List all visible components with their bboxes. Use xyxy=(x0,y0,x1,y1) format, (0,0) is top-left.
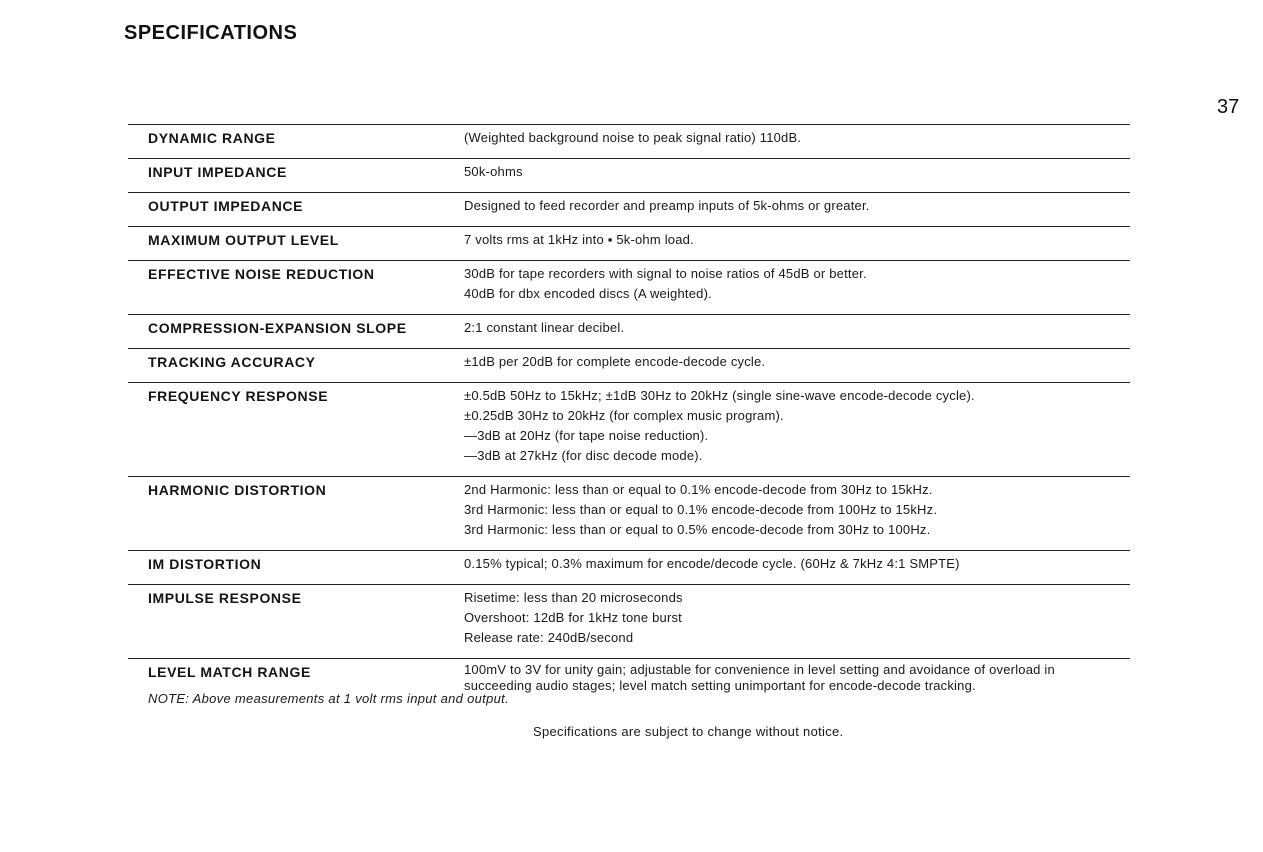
spec-label: IM DISTORTION xyxy=(148,556,262,572)
spec-row xyxy=(128,584,1130,648)
spec-value-line: 3rd Harmonic: less than or equal to 0.1% encode-decode from 100Hz to 15kHz. xyxy=(464,502,938,517)
spec-values xyxy=(464,588,1130,648)
spec-row xyxy=(128,550,1130,574)
spec-values xyxy=(464,662,1130,694)
specifications-table xyxy=(128,124,1130,704)
spec-value-line: —3dB at 27kHz (for disc decode mode). xyxy=(464,448,703,463)
spec-value-line: (Weighted background noise to peak signal ratio) 110dB. xyxy=(464,130,802,145)
spec-values xyxy=(464,264,1130,304)
spec-label: MAXIMUM OUTPUT LEVEL xyxy=(148,232,339,248)
spec-label: HARMONIC DISTORTION xyxy=(148,482,327,498)
change-notice: Specifications are subject to change without notice. xyxy=(533,724,844,739)
spec-label: EFFECTIVE NOISE REDUCTION xyxy=(148,266,375,282)
spec-value-line: Release rate: 240dB/second xyxy=(464,630,634,645)
spec-value-line: 50k-ohms xyxy=(464,164,523,179)
spec-value-line: ±1dB per 20dB for complete encode-decode cycle. xyxy=(464,354,766,369)
spec-value-line: —3dB at 20Hz (for tape noise reduction). xyxy=(464,428,709,443)
spec-row xyxy=(128,382,1130,466)
spec-row xyxy=(128,192,1130,216)
spec-label: DYNAMIC RANGE xyxy=(148,130,276,146)
measurement-note: NOTE: Above measurements at 1 volt rms input and output. xyxy=(148,691,509,706)
spec-value-line: 2:1 constant linear decibel. xyxy=(464,320,625,335)
spec-value-line: 100mV to 3V for unity gain; adjustable for convenience in level setting and avoidance of overload in succeeding audio stages; level match setting unimportant for encode-decode tracking. xyxy=(464,662,1055,693)
spec-value-line: 3rd Harmonic: less than or equal to 0.5% encode-decode from 30Hz to 100Hz. xyxy=(464,522,931,537)
spec-label: IMPULSE RESPONSE xyxy=(148,590,302,606)
spec-values xyxy=(464,554,1130,574)
spec-label: INPUT IMPEDANCE xyxy=(148,164,287,180)
spec-values xyxy=(464,318,1130,338)
spec-row xyxy=(128,314,1130,338)
spec-value-line: 7 volts rms at 1kHz into ▪ 5k-ohm load. xyxy=(464,232,694,247)
page-number: 37 xyxy=(1217,96,1240,118)
spec-value-line: ±0.5dB 50Hz to 15kHz; ±1dB 30Hz to 20kHz (single sine-wave encode-decode cycle). xyxy=(464,388,975,403)
spec-values xyxy=(464,230,1130,250)
spec-value-line: 2nd Harmonic: less than or equal to 0.1% encode-decode from 30Hz to 15kHz. xyxy=(464,482,933,497)
spec-value-line: 30dB for tape recorders with signal to noise ratios of 45dB or better. xyxy=(464,266,867,281)
spec-row xyxy=(128,226,1130,250)
spec-label: FREQUENCY RESPONSE xyxy=(148,388,329,404)
spec-row xyxy=(128,260,1130,304)
spec-row xyxy=(128,658,1130,694)
spec-values xyxy=(464,196,1130,216)
spec-values xyxy=(464,162,1130,182)
spec-label: TRACKING ACCURACY xyxy=(148,354,316,370)
spec-row xyxy=(128,158,1130,182)
spec-value-line: Designed to feed recorder and preamp inputs of 5k-ohms or greater. xyxy=(464,198,870,213)
spec-label: COMPRESSION-EXPANSION SLOPE xyxy=(148,320,407,336)
spec-row xyxy=(128,124,1130,148)
spec-value-line: Risetime: less than 20 microseconds xyxy=(464,590,683,605)
page-title: SPECIFICATIONS xyxy=(124,22,298,44)
spec-label: OUTPUT IMPEDANCE xyxy=(148,198,304,214)
spec-value-line: 0.15% typical; 0.3% maximum for encode/decode cycle. (60Hz & 7kHz 4:1 SMPTE) xyxy=(464,556,960,571)
spec-value-line: 40dB for dbx encoded discs (A weighted). xyxy=(464,286,712,301)
spec-values xyxy=(464,128,1130,148)
spec-label: LEVEL MATCH RANGE xyxy=(148,664,311,680)
spec-value-line: ±0.25dB 30Hz to 20kHz (for complex music program). xyxy=(464,408,784,423)
spec-values xyxy=(464,480,1130,540)
spec-row xyxy=(128,348,1130,372)
spec-value-line: Overshoot: 12dB for 1kHz tone burst xyxy=(464,610,682,625)
spec-values xyxy=(464,386,1130,466)
spec-row xyxy=(128,476,1130,540)
spec-values xyxy=(464,352,1130,372)
